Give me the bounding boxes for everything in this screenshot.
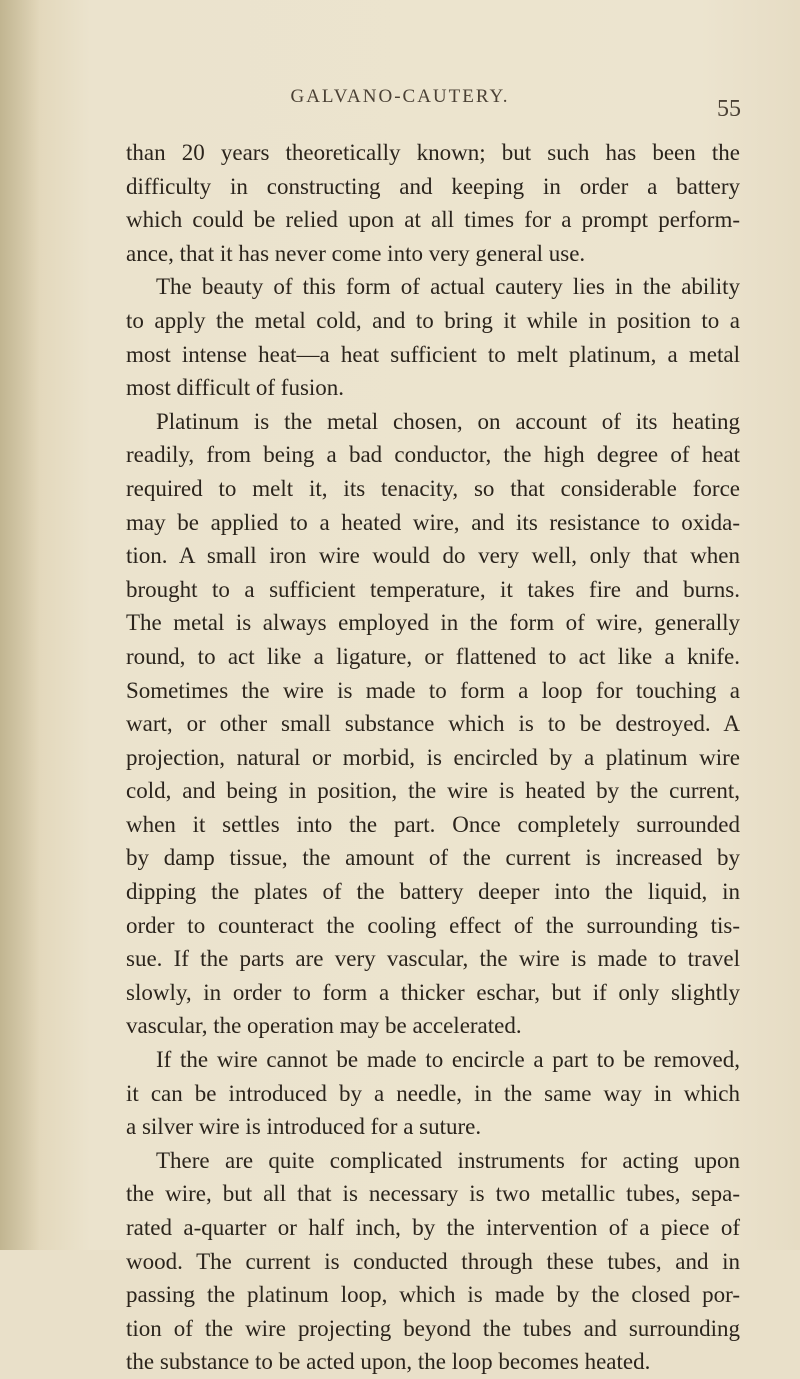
text-line: Sometimes the wire is made to form a loop for touching a xyxy=(126,677,740,703)
text-line: rated a-quarter or half inch, by the intervention of a piece of xyxy=(126,1215,740,1240)
text-line: the substance to be acted upon, the loop becomes heated. xyxy=(126,1349,651,1375)
text-line: required to melt it, its tenacity, so that considerable force xyxy=(126,475,740,501)
text-line: wood. The current is conducted through these tubes, and in xyxy=(126,1248,740,1274)
text-line: order to counteract the cooling effect of the surrounding tis- xyxy=(126,912,740,938)
text-line: tion. A small iron wire would do very well, only that when xyxy=(126,543,740,569)
page-number: 55 xyxy=(717,96,741,122)
text-line: ance, that it has never come into very general use. xyxy=(126,240,586,266)
text-line: sue. If the parts are very vascular, the wire is made to travel xyxy=(126,946,740,972)
text-line: it can be introduced by a needle, in the same way in which xyxy=(126,1080,740,1106)
page-gutter-shadow xyxy=(0,0,40,1250)
text-line: Platinum is the metal chosen, on account of its heating xyxy=(156,408,740,434)
text-line: the wire, but all that is necessary is two metallic tubes, sepa- xyxy=(126,1181,740,1207)
text-line: wart, or other small substance which is to be destroyed. A xyxy=(126,711,740,737)
text-line: most difficult of fusion. xyxy=(126,375,345,401)
text-line: when it settles into the part. Once completely surrounded xyxy=(126,811,740,837)
text-line: by damp tissue, the amount of the current is increased by xyxy=(126,845,740,871)
text-line: If the wire cannot be made to encircle a part to be removed, xyxy=(156,1047,740,1073)
text-line: projection, natural or morbid, is encircled by a platinum wire xyxy=(126,744,740,770)
text-line: dipping the plates of the battery deeper into the liquid, in xyxy=(126,879,740,905)
text-line: which could be relied upon at all times for a prompt perform- xyxy=(126,207,740,233)
text-line: The beauty of this form of actual cautery lies in the ability xyxy=(156,274,740,300)
text-line: may be applied to a heated wire, and its resistance to oxida- xyxy=(126,509,740,535)
text-line: to apply the metal cold, and to bring it while in position to a xyxy=(126,307,740,333)
text-line: difficulty in constructing and keeping in order a battery xyxy=(126,173,740,199)
text-line: than 20 years theoretically known; but such has been the xyxy=(126,140,740,165)
text-line: most intense heat—a heat sufficient to melt platinum, a metal xyxy=(126,341,740,367)
running-head: GALVANO-CAUTERY. xyxy=(290,86,510,107)
text-line: passing the platinum loop, which is made by the closed por- xyxy=(126,1282,740,1308)
text-line: tion of the wire projecting beyond the tubes and surrounding xyxy=(126,1315,740,1341)
text-line: readily, from being a bad conductor, the high degree of heat xyxy=(126,442,740,468)
text-line: vascular, the operation may be accelerated. xyxy=(126,1013,522,1039)
text-line: There are quite complicated instruments for acting upon xyxy=(156,1147,740,1173)
body-text xyxy=(126,136,740,1379)
text-line: round, to act like a ligature, or flattened to act like a knife. xyxy=(126,643,740,669)
text-line: a silver wire is introduced for a suture. xyxy=(126,1114,482,1140)
text-line: slowly, in order to form a thicker eschar, but if only slightly xyxy=(126,979,740,1005)
text-line: brought to a sufficient temperature, it takes fire and burns. xyxy=(126,576,740,602)
text-line: The metal is always employed in the form of wire, generally xyxy=(126,610,740,636)
text-line: cold, and being in position, the wire is heated by the current, xyxy=(126,778,740,804)
